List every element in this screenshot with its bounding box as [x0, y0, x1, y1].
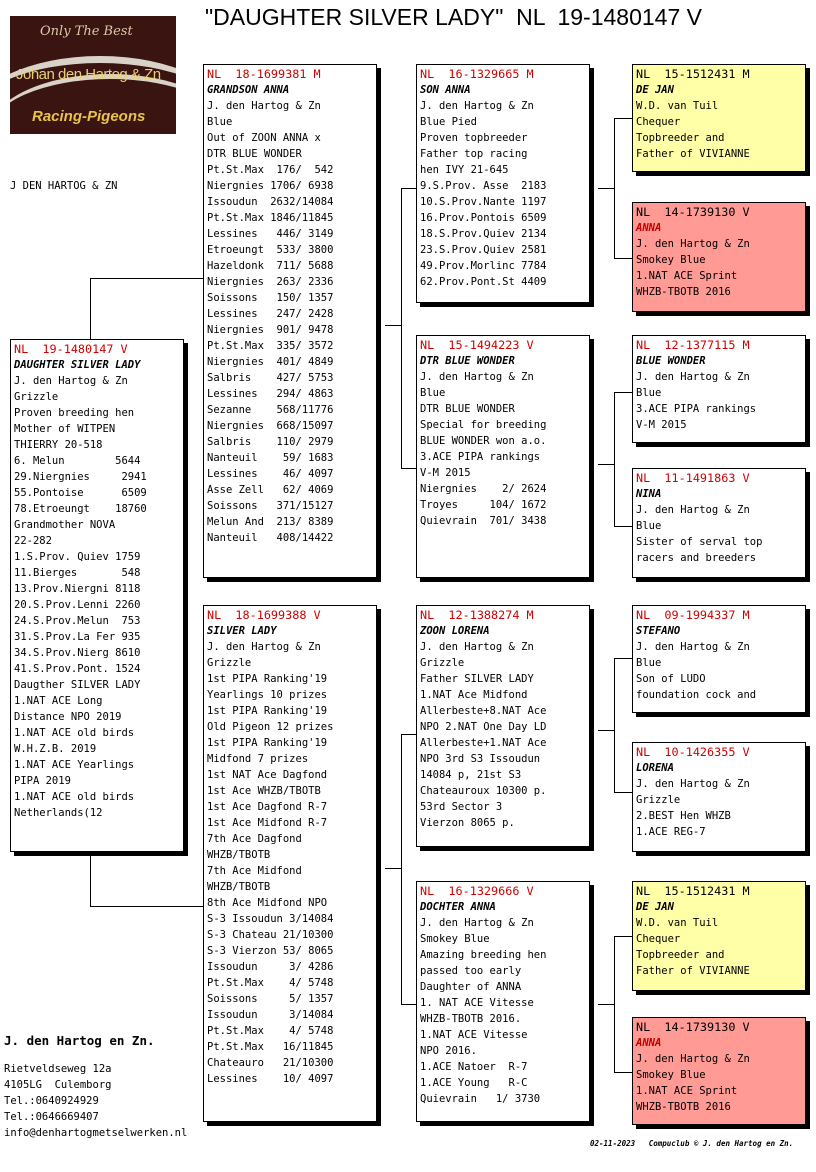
pigeon-name: DTR BLUE WONDER [420, 355, 515, 367]
pigeon-detail-line: Niergnies 668/15097 [207, 420, 334, 432]
pigeon-detail-line: Lessines 446/ 3149 [207, 228, 334, 240]
pigeon-detail-line: 24.S.Prov.Melun 753 [14, 615, 141, 627]
pigeon-detail-line: Niergnies 901/ 9478 [207, 324, 334, 336]
pigeon-detail-line: V-M 2015 [420, 467, 471, 479]
pigeon-name: SILVER LADY [207, 625, 277, 637]
ring-number: NL 16-1329665 M [420, 67, 534, 81]
pigeon-name: BLUE WONDER [636, 355, 706, 367]
pigeon-detail-line: 23.S.Prov.Quiev 2581 [420, 244, 547, 256]
pigeon-detail-line: Salbris 110/ 2979 [207, 436, 334, 448]
pigeon-detail-line: Blue [636, 387, 662, 399]
ring-number: NL 15-1494223 V [420, 338, 534, 352]
pigeon-detail-line: Salbris 427/ 5753 [207, 372, 334, 384]
pigeon-detail-line: Grizzle [420, 657, 465, 669]
pigeon-detail-line: 31.S.Prov.La Fer 935 [14, 631, 141, 643]
pigeon-detail-line: DTR BLUE WONDER [207, 148, 302, 160]
pigeon-detail-line: BLUE WONDER won a.o. [420, 435, 547, 447]
ring-number: NL 14-1739130 V [636, 1020, 750, 1034]
connector [614, 118, 615, 258]
pigeon-detail-line: Soissons 150/ 1357 [207, 292, 334, 304]
connector [401, 734, 402, 1004]
pigeon-card-subject[interactable] [10, 339, 184, 852]
pigeon-detail-line: racers and breeders [636, 552, 757, 564]
pigeon-detail-line: 1st Ace Dagfond R-7 [207, 801, 328, 813]
pigeon-card-dam[interactable] [203, 605, 377, 1122]
pigeon-detail-line: Pt.St.Max 176/ 542 [207, 164, 334, 176]
ring-number: NL 15-1512431 M [636, 884, 750, 898]
logo-name: Johan den Hartog & Zn [16, 66, 161, 83]
pigeon-detail-line: J. den Hartog & Zn [420, 641, 534, 653]
page-title: "DAUGHTER SILVER LADY" NL 19-1480147 V [205, 4, 702, 30]
ring-number: NL 12-1388274 M [420, 608, 534, 622]
pigeon-detail-line: 3.ACE PIPA rankings [636, 403, 757, 415]
contact-phone: Tel.:0646669407 [4, 1111, 99, 1123]
connector [614, 936, 615, 1072]
connector [614, 792, 632, 793]
pigeon-detail-line: Melun And 213/ 8389 [207, 516, 334, 528]
logo-subtitle: Racing-Pigeons [32, 108, 146, 125]
connector [401, 734, 417, 735]
connector [614, 1072, 632, 1073]
pigeon-card-ds-dam[interactable] [632, 742, 806, 852]
ring-number: NL 12-1377115 M [636, 338, 750, 352]
pigeon-detail-line: Father top racing [420, 148, 528, 160]
pigeon-detail-line: Lessines 10/ 4097 [207, 1073, 334, 1085]
pigeon-detail-line: 3.ACE PIPA rankings [420, 451, 541, 463]
pigeon-detail-line: Daughter of ANNA [420, 981, 522, 993]
connector [614, 658, 615, 792]
pigeon-name: SON ANNA [420, 84, 471, 96]
pigeon-detail-line: Grizzle [207, 657, 252, 669]
ring-number: NL 18-1699388 V [207, 608, 321, 622]
pigeon-name: ANNA [636, 222, 662, 234]
pigeon-name: GRANDSON ANNA [207, 84, 290, 96]
pigeon-name: DE JAN [636, 901, 674, 913]
pigeon-detail-line: Hazeldonk 711/ 5688 [207, 260, 334, 272]
pigeon-detail-line: 41.S.Prov.Pont. 1524 [14, 663, 141, 675]
pigeon-detail-line: hen IVY 21-645 [420, 164, 509, 176]
pigeon-detail-line: Chequer [636, 116, 681, 128]
pigeon-card-ss-sire[interactable] [632, 64, 806, 172]
pigeon-name: LORENA [636, 762, 674, 774]
pigeon-detail-line: WHZB/TBOTB [207, 881, 271, 893]
pigeon-detail-line: Niergnies 263/ 2336 [207, 276, 334, 288]
ring-number: NL 11-1491863 V [636, 471, 750, 485]
pigeon-detail-line: 14084 p, 21st S3 [420, 769, 522, 781]
pigeon-detail-line: Father of VIVIANNE [636, 148, 750, 160]
pigeon-detail-line: Sezanne 568/11776 [207, 404, 334, 416]
ring-number: NL 18-1699381 M [207, 67, 321, 81]
pigeon-detail-line: Allerbeste+8.NAT Ace [420, 705, 547, 717]
pigeon-name: ZOON LORENA [420, 625, 490, 637]
pigeon-card-sd-dam[interactable] [632, 468, 806, 578]
pigeon-detail-line: Amazing breeding hen [420, 949, 547, 961]
connector [614, 258, 632, 259]
pigeon-detail-line: Chequer [636, 933, 681, 945]
pigeon-detail-line: S-3 Vierzon 53/ 8065 [207, 945, 334, 957]
pigeon-detail-line: Out of ZOON ANNA x [207, 132, 321, 144]
pigeon-detail-line: NPO 2016. [420, 1045, 477, 1057]
connector [598, 464, 614, 465]
owner-label: J DEN HARTOG & ZN [10, 180, 118, 192]
pigeon-detail-line: S-3 Chateau 21/10300 [207, 929, 334, 941]
pigeon-detail-line: Niergnies 1706/ 6938 [207, 180, 334, 192]
pigeon-detail-line: J. den Hartog & Zn [636, 1053, 750, 1065]
pigeon-detail-line: 1st Ace WHZB/TBOTB [207, 785, 321, 797]
contact-email[interactable]: info@denhartogmetselwerken.nl [4, 1127, 188, 1139]
pigeon-detail-line: 2.BEST Hen WHZB [636, 810, 731, 822]
connector [614, 392, 615, 526]
ring-number: NL 15-1512431 M [636, 67, 750, 81]
pigeon-detail-line: Chateauroux 10300 p. [420, 785, 547, 797]
pigeon-detail-line: W.H.Z.B. 2019 [14, 743, 97, 755]
pigeon-detail-line: J. den Hartog & Zn [636, 371, 750, 383]
pigeon-detail-line: Pt.St.Max 16/11845 [207, 1041, 334, 1053]
pigeon-detail-line: Father of VIVIANNE [636, 965, 750, 977]
contact-city: 4105LG Culemborg [4, 1079, 112, 1091]
pigeon-detail-line: Lessines 247/ 2428 [207, 308, 334, 320]
pigeon-detail-line: Distance NPO 2019 [14, 711, 122, 723]
pigeon-card-dd-sire[interactable] [632, 881, 806, 991]
pigeon-detail-line: Topbreeder and [636, 132, 725, 144]
pigeon-detail-line: Quievrain 701/ 3438 [420, 515, 547, 527]
pigeon-detail-line: Proven breeding hen [14, 407, 135, 419]
pigeon-detail-line: 1.NAT Ace Midfond [420, 689, 528, 701]
pigeon-detail-line: 78.Etroeungt 18760 [14, 503, 147, 515]
pigeon-detail-line: V-M 2015 [636, 419, 687, 431]
connector [614, 118, 632, 119]
pigeon-detail-line: foundation cock and [636, 689, 757, 701]
connector [90, 278, 204, 279]
pigeon-detail-line: WHZB-TBOTB 2016 [636, 286, 731, 298]
pigeon-detail-line: Vierzon 8065 p. [420, 817, 515, 829]
pigeon-name: DAUGHTER SILVER LADY [14, 359, 141, 371]
pigeon-detail-line: 10.S.Prov.Nante 1197 [420, 196, 547, 208]
pigeon-detail-line: 1.NAT ACE Vitesse [420, 1029, 528, 1041]
pigeon-detail-line: Son of LUDO [636, 673, 706, 685]
pigeon-detail-line: 18.S.Prov.Quiev 2134 [420, 228, 547, 240]
kennel-logo [10, 16, 176, 134]
connector [614, 936, 632, 937]
pigeon-detail-line: WHZB-TBOTB 2016. [420, 1013, 522, 1025]
pigeon-card-sire-dam[interactable] [416, 335, 590, 578]
pigeon-detail-line: Midfond 7 prizes [207, 753, 309, 765]
connector [90, 278, 91, 340]
pigeon-detail-line: 1.NAT ACE Sprint [636, 1085, 738, 1097]
pigeon-detail-line: 11.Bierges 548 [14, 567, 141, 579]
pigeon-detail-line: 1st PIPA Ranking'19 [207, 737, 328, 749]
pigeon-detail-line: Niergnies 401/ 4849 [207, 356, 334, 368]
pigeon-detail-line: 1.ACE REG-7 [636, 826, 706, 838]
pigeon-detail-line: J. den Hartog & Zn [636, 504, 750, 516]
contact-block [4, 1033, 187, 1141]
pigeon-detail-line: Mother of WITPEN [14, 423, 116, 435]
pigeon-detail-line: Grizzle [14, 391, 59, 403]
connector [614, 658, 632, 659]
pigeon-detail-line: Blue [636, 657, 662, 669]
connector [385, 868, 401, 869]
pigeon-detail-line: Chateauro 21/10300 [207, 1057, 334, 1069]
connector [385, 325, 401, 326]
pigeon-detail-line: Daugther SILVER LADY [14, 679, 141, 691]
ring-number: NL 09-1994337 M [636, 608, 750, 622]
logo-tagline: Only The Best [40, 24, 133, 39]
pigeon-card-dam-dam[interactable] [416, 881, 590, 1122]
pigeon-detail-line: Issoudun 2632/14084 [207, 196, 334, 208]
pigeon-detail-line: 1.ACE Natoer R-7 [420, 1061, 528, 1073]
pigeon-detail-line: 20.S.Prov.Lenni 2260 [14, 599, 141, 611]
pigeon-detail-line: 6. Melun 5644 [14, 455, 141, 467]
contact-phone: Tel.:0640924929 [4, 1095, 99, 1107]
pigeon-detail-line: 1.NAT ACE Yearlings [14, 759, 135, 771]
connector [614, 392, 632, 393]
connector [401, 188, 417, 189]
pigeon-detail-line: Quievrain 1/ 3730 [420, 1093, 541, 1105]
pigeon-detail-line: Yearlings 10 prizes [207, 689, 328, 701]
pigeon-card-ds-sire[interactable] [632, 605, 806, 713]
pigeon-detail-line: Etroeungt 533/ 3800 [207, 244, 334, 256]
pigeon-detail-line: Nanteuil 59/ 1683 [207, 452, 334, 464]
pigeon-detail-line: 1.S.Prov. Quiev 1759 [14, 551, 141, 563]
pigeon-detail-line: 9.S.Prov. Asse 2183 [420, 180, 547, 192]
pigeon-detail-line: J. den Hartog & Zn [14, 375, 128, 387]
pigeon-card-sire[interactable] [203, 64, 377, 578]
connector [90, 906, 204, 907]
pigeon-detail-line: 1.NAT ACE old birds [14, 791, 135, 803]
pigeon-detail-line: Lessines 46/ 4097 [207, 468, 334, 480]
pigeon-detail-line: 1.NAT ACE Sprint [636, 270, 738, 282]
pigeon-detail-line: 1st PIPA Ranking'19 [207, 705, 328, 717]
pigeon-detail-line: Special for breeding [420, 419, 547, 431]
pigeon-detail-line: Issoudun 3/14084 [207, 1009, 334, 1021]
pigeon-detail-line: J. den Hartog & Zn [636, 778, 750, 790]
contact-name: J. den Hartog en Zn. [4, 1033, 155, 1048]
pigeon-detail-line: Blue [420, 387, 446, 399]
pigeon-detail-line: 1st Ace Midfond R-7 [207, 817, 328, 829]
pigeon-detail-line: Issoudun 3/ 4286 [207, 961, 334, 973]
pigeon-detail-line: Proven topbreeder [420, 132, 528, 144]
pigeon-detail-line: Soissons 5/ 1357 [207, 993, 334, 1005]
pigeon-detail-line: Lessines 294/ 4863 [207, 388, 334, 400]
pigeon-detail-line: Blue [636, 520, 662, 532]
pigeon-detail-line: Troyes 104/ 1672 [420, 499, 547, 511]
pigeon-detail-line: 1.ACE Young R-C [420, 1077, 528, 1089]
pigeon-detail-line: Niergnies 2/ 2624 [420, 483, 547, 495]
pigeon-detail-line: S-3 Issoudun 3/14084 [207, 913, 334, 925]
pigeon-detail-line: 1st NAT Ace Dagfond [207, 769, 328, 781]
pigeon-detail-line: Soissons 371/15127 [207, 500, 334, 512]
pigeon-card-ss-dam[interactable] [632, 202, 806, 312]
pigeon-detail-line: Grandmother NOVA [14, 519, 116, 531]
pigeon-detail-line: WHZB/TBOTB [207, 849, 271, 861]
pigeon-detail-line: J. den Hartog & Zn [207, 100, 321, 112]
pigeon-detail-line: 8th Ace Midfond NPO [207, 897, 328, 909]
pigeon-detail-line: J. den Hartog & Zn [420, 100, 534, 112]
pigeon-name: DE JAN [636, 84, 674, 96]
pigeon-detail-line: 55.Pontoise 6509 [14, 487, 147, 499]
pigeon-detail-line: Father SILVER LADY [420, 673, 534, 685]
pigeon-detail-line: NPO 2.NAT One Day LD [420, 721, 547, 733]
pigeon-detail-line: Sister of serval top [636, 536, 763, 548]
pigeon-detail-line: W.D. van Tuil [636, 100, 719, 112]
pigeon-detail-line: J. den Hartog & Zn [207, 641, 321, 653]
pigeon-detail-line: 62.Prov.Pont.St 4409 [420, 276, 547, 288]
pigeon-detail-line: Asse Zell 62/ 4069 [207, 484, 334, 496]
pigeon-detail-line: 49.Prov.Morlinc 7784 [420, 260, 547, 272]
pigeon-detail-line: 16.Prov.Pontois 6509 [420, 212, 547, 224]
connector [598, 188, 614, 189]
pigeon-detail-line: 13.Prov.Niergni 8118 [14, 583, 141, 595]
connector [90, 852, 91, 906]
ring-number: NL 16-1329666 V [420, 884, 534, 898]
pigeon-card-sire-sire[interactable] [416, 64, 590, 303]
pigeon-detail-line: Pt.St.Max 4/ 5748 [207, 1025, 334, 1037]
pigeon-detail-line: 22-282 [14, 535, 52, 547]
pigeon-detail-line: Allerbeste+1.NAT Ace [420, 737, 547, 749]
pigeon-detail-line: 7th Ace Midfond [207, 865, 302, 877]
connector [598, 730, 614, 731]
contact-street: Rietveldseweg 12a [4, 1063, 112, 1075]
ring-number: NL 14-1739130 V [636, 205, 750, 219]
pigeon-detail-line: Blue [207, 116, 233, 128]
pigeon-detail-line: Nanteuil 408/14422 [207, 532, 334, 544]
pigeon-detail-line: Smokey Blue [636, 254, 706, 266]
pigeon-detail-line: J. den Hartog & Zn [420, 371, 534, 383]
pigeon-detail-line: Blue Pied [420, 116, 477, 128]
pigeon-detail-line: DTR BLUE WONDER [420, 403, 515, 415]
connector [401, 468, 417, 469]
pigeon-card-dam-sire[interactable] [416, 605, 590, 847]
pigeon-detail-line: Pt.St.Max 335/ 3572 [207, 340, 334, 352]
pigeon-detail-line: Old Pigeon 12 prizes [207, 721, 334, 733]
pigeon-detail-line: Smokey Blue [420, 933, 490, 945]
pigeon-detail-line: 1.NAT ACE old birds [14, 727, 135, 739]
pigeon-detail-line: PIPA 2019 [14, 775, 71, 787]
connector [598, 1004, 614, 1005]
pigeon-detail-line: WHZB-TBOTB 2016 [636, 1101, 731, 1113]
pigeon-detail-line: 7th Ace Dagfond [207, 833, 302, 845]
connector [401, 1004, 417, 1005]
pigeon-detail-line: J. den Hartog & Zn [636, 641, 750, 653]
pigeon-detail-line: W.D. van Tuil [636, 917, 719, 929]
footer-credit: 02-11-2023 Compuclub © J. den Hartog en Zn. [590, 1139, 794, 1148]
connector [401, 188, 402, 468]
pigeon-detail-line: 34.S.Prov.Nierg 8610 [14, 647, 141, 659]
pigeon-detail-line: NPO 3rd S3 Issoudun [420, 753, 541, 765]
pigeon-detail-line: 1.NAT ACE Long [14, 695, 103, 707]
pigeon-detail-line: Topbreeder and [636, 949, 725, 961]
pigeon-detail-line: Smokey Blue [636, 1069, 706, 1081]
pigeon-name: DOCHTER ANNA [420, 901, 496, 913]
pigeon-name: NINA [636, 488, 662, 500]
pigeon-name: STEFANO [636, 625, 681, 637]
pigeon-card-sd-sire[interactable] [632, 335, 806, 443]
pigeon-detail-line: Pt.St.Max 4/ 5748 [207, 977, 334, 989]
ring-number: NL 10-1426355 V [636, 745, 750, 759]
pigeon-detail-line: passed too early [420, 965, 522, 977]
pigeon-detail-line: Netherlands(12 [14, 807, 103, 819]
ring-number: NL 19-1480147 V [14, 342, 128, 356]
pigeon-name: ANNA [636, 1037, 662, 1049]
pigeon-detail-line: Grizzle [636, 794, 681, 806]
pigeon-card-dd-dam[interactable] [632, 1017, 806, 1125]
pigeon-detail-line: THIERRY 20-518 [14, 439, 103, 451]
pigeon-detail-line: 1st PIPA Ranking'19 [207, 673, 328, 685]
pigeon-detail-line: 1. NAT ACE Vitesse [420, 997, 534, 1009]
pigeon-detail-line: 29.Niergnies 2941 [14, 471, 147, 483]
pigeon-detail-line: J. den Hartog & Zn [636, 238, 750, 250]
pigeon-detail-line: Pt.St.Max 1846/11845 [207, 212, 334, 224]
pigeon-detail-line: 53rd Sector 3 [420, 801, 503, 813]
connector [614, 526, 632, 527]
pigeon-detail-line: J. den Hartog & Zn [420, 917, 534, 929]
